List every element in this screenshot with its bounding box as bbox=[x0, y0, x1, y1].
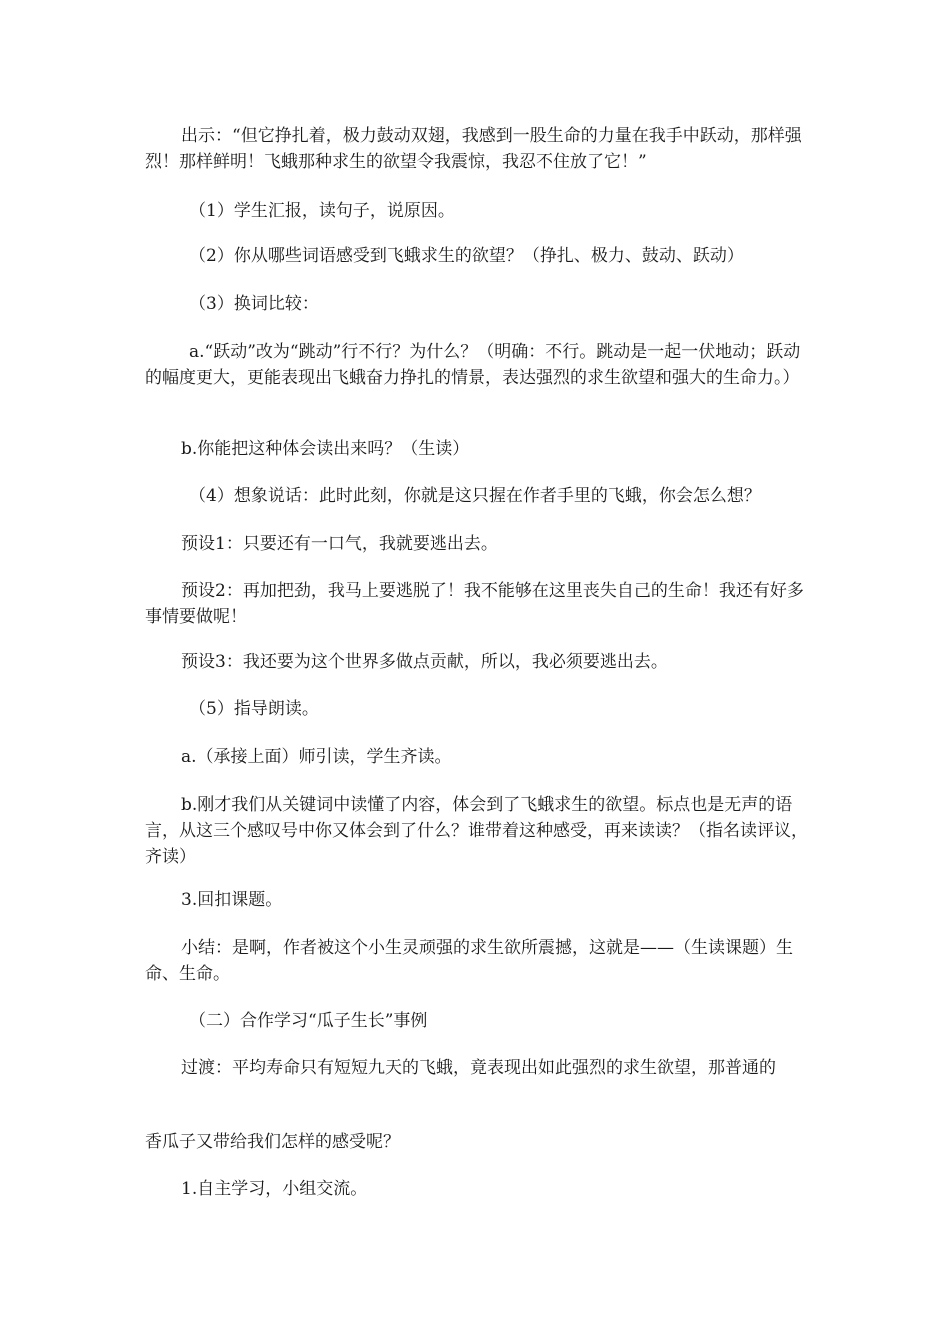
paragraph-step-5a: a.（承接上面）师引读，学生齐读。 bbox=[181, 747, 452, 767]
paragraph-transition-cont: 香瓜子又带给我们怎样的感受呢？ bbox=[145, 1132, 400, 1152]
paragraph-transition: 过渡：平均寿命只有短短九天的飞蛾，竟表现出如此强烈的求生欲望，那普通的 bbox=[181, 1058, 776, 1078]
paragraph-preset-2: 预设2：再加把劲，我马上要逃脱了！我不能够在这里丧失自己的生命！我还有好多事情要做呢！ bbox=[145, 581, 804, 627]
paragraph-step-5: （5）指导朗读。 bbox=[189, 699, 319, 719]
paragraph-step-4: （4）想象说话：此时此刻，你就是这只握在作者手里的飞蛾，你会怎么想？ bbox=[189, 486, 761, 506]
paragraph-section-3: 3.回扣课题。 bbox=[181, 890, 283, 910]
paragraph-step-5b: b.刚才我们从关键词中读懂了内容，体会到了飞蛾求生的欲望。标点也是无声的语言，从这三个感叹号中你又体会到了什么？谁带着这种感受，再来读读？（指名读评议，齐读） bbox=[145, 795, 808, 867]
paragraph-preset-3: 预设3：我还要为这个世界多做点贡献，所以，我必须要逃出去。 bbox=[181, 652, 668, 672]
paragraph-preset-1: 预设1：只要还有一口气，我就要逃出去。 bbox=[181, 534, 498, 554]
paragraph-step-3b: b.你能把这种体会读出来吗？（生读） bbox=[181, 439, 470, 459]
paragraph-step-1: （1）学生汇报，读句子，说原因。 bbox=[189, 201, 455, 221]
paragraph-step-self-study: 1.自主学习，小组交流。 bbox=[181, 1179, 368, 1199]
paragraph-step-3: （3）换词比较： bbox=[189, 294, 319, 314]
paragraph-quote: 出示：“但它挣扎着，极力鼓动双翅，我感到一股生命的力量在我手中跃动，那样强烈！那样鲜明！飞蛾那种求生的欲望令我震惊，我忍不住放了它！” bbox=[145, 126, 802, 172]
paragraph-heading-cooperative: （二）合作学习“瓜子生长”事例 bbox=[189, 1011, 428, 1031]
paragraph-step-3a: a.“跃动”改为“跳动”行不行？为什么？（明确：不行。跳动是一起一伏地动；跃动的幅度更大，更能表现出飞蛾奋力挣扎的情景，表达强烈的求生欲望和强大的生命力。） bbox=[145, 342, 801, 388]
paragraph-step-2: （2）你从哪些词语感受到飞蛾求生的欲望？（挣扎、极力、鼓动、跃动） bbox=[189, 246, 744, 266]
paragraph-summary: 小结：是啊，作者被这个小生灵顽强的求生欲所震撼，这就是——（生读课题）生命、生命。 bbox=[145, 938, 793, 984]
